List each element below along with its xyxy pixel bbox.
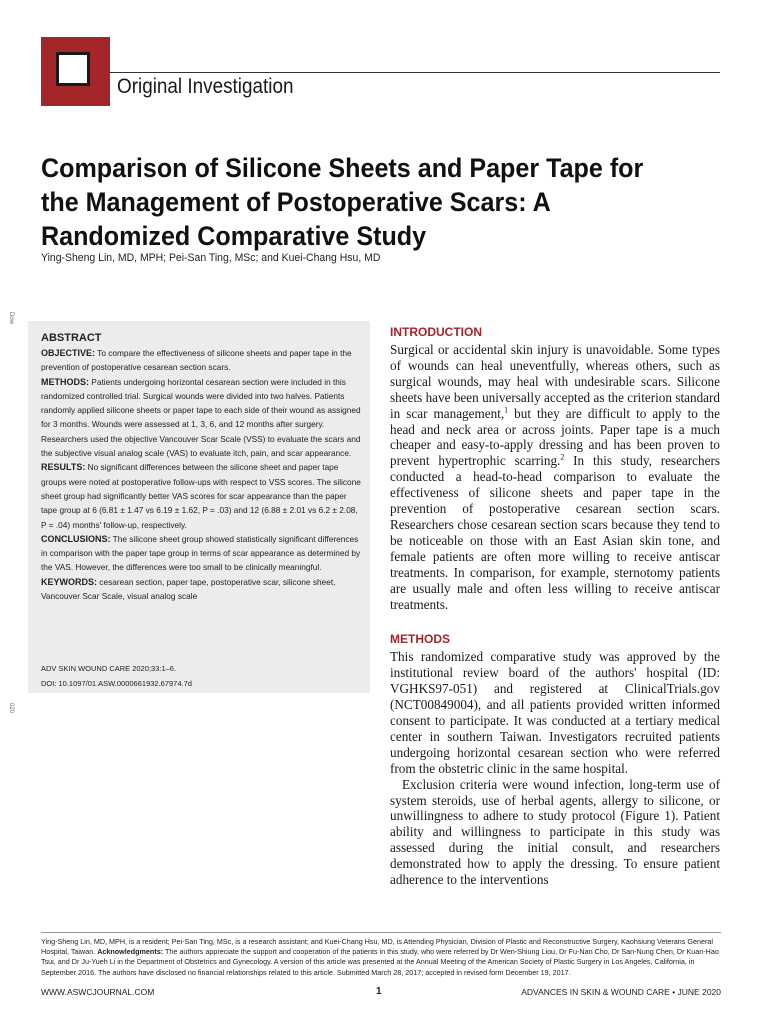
footnote-acknowledgments: The authors appreciate the support and cooperation of the patients in this study, who were referred by Dr Wen-Shiung Liou, Dr Fu-Nan Cho, Dr San-Nung Chen, Dr Kuan-Hao Tsui, and Dr Ju-Yueh Li in the Department of Obstetrics and Gynecology. A version of this article was presented at the Annual Meeting of the American Society of Plastic Surgery in Los Angeles, California, in September 2016. The authors have disclosed no financial relationships related to this article. Submitted March 28, 2017; accepted in revised form December 19, 2017. [41, 947, 719, 977]
body-column [390, 325, 720, 888]
introduction-paragraph [390, 342, 720, 612]
acknowledgments-label: Acknowledgments: [97, 947, 164, 957]
conclusions-label: CONCLUSIONS: [41, 533, 111, 544]
intro-text-a: Surgical or accidental skin injury is unavoidable. Some types of wounds can heal uneventfully, whereas others, such as surgical wounds, may heal with undesirable scars. Silicone sheets have been universally accepted as the criterion standard in scar management, [390, 342, 720, 421]
reference-1[interactable]: 1 [504, 405, 509, 415]
methods-text: Patients undergoing horizontal cesarean section were included in this randomized controlled trial. Surgical wounds were divided into two halves. Patients randomly applied silicone sheets or paper tape to each side of their wound as assigned for 3 months. Wounds were assessed at 1, 3, 6, and 12 months after surgery. Researchers used the objective Vancouver Scar Scale (VSS) to evaluate the scars and the subjective visual analog scale (VAS) to evaluate itch, pain, and scar appearance. [41, 376, 361, 459]
doi-link[interactable]: DOI: 10.1097/01.ASW.0000661932.67974.7d [41, 679, 192, 688]
introduction-heading: INTRODUCTION [390, 325, 482, 339]
abstract-heading: ABSTRACT [41, 332, 102, 344]
methods-paragraph-2: Exclusion criteria were wound infection, long-term use of system steroids, use of herbal agents, allergy to silicone, or unwillingness to adhere to study protocol (Figure 1). Patient ability and willingness to participate in this study was assessed during the initial consult, and researchers demonstrated how to apply the dressing. To ensure patient adherence to the interventions [390, 776, 720, 888]
methods-paragraph-1: This randomized comparative study was approved by the institutional review board of the authors' hospital (ID: VGHKS97-051) and registered at ClinicalTrials.gov (NCT00849004), and all patients provided written informed consent to participate. It was conducted at a tertiary medical center in southern Taiwan. Investigators recruited patients undergoing horizontal cesarean section who were referred from the obstetric clinic in the same hospital. [390, 649, 720, 776]
abstract-methods [41, 375, 361, 461]
logo-square [56, 52, 90, 86]
abstract-results [41, 460, 361, 531]
journal-citation: ADV SKIN WOUND CARE 2020;33:1–6. [41, 664, 177, 673]
footnote-affiliations: Ying-Sheng Lin, MD, MPH, is a resident; Pei-San Ting, MSc, is a research assistant; and Kuei-Chang Hsu, MD, is Attending Physician, Division of Plastic and Reconstructive Surgery, Kaohsiung Veterans General Hospital, Taiwan. [41, 937, 713, 957]
keywords-label: KEYWORDS: [41, 576, 97, 587]
reference-2[interactable]: 2 [560, 452, 565, 462]
results-label: RESULTS: [41, 462, 86, 473]
abstract-conclusions [41, 532, 361, 575]
results-text: No significant differences between the silicone sheet and paper tape groups were noted at postoperative follow-ups with respect to VSS scores. The silicone sheet group had significantly better VAS scores for scar appearance than the paper tape group at 6 (6.81 ± 1.47 vs 6.19 ± 1.62, P = .03) and 12 (6.88 ± 2.01 vs 6.2 ± 2.08, P = .04) months' follow-up, respectively. [41, 462, 361, 530]
article-title: Comparison of Silicone Sheets and Paper Tape for the Management of Postoperative Scars: A Randomized Comparative Study [41, 153, 644, 252]
keywords-text: cesarean section, paper tape, postoperative scar, silicone sheet, Vancouver Scar Scale, visual analog scale [41, 576, 336, 602]
methods-label: METHODS: [41, 376, 89, 387]
abstract [41, 331, 361, 603]
section-label: Original Investigation [117, 75, 294, 98]
footnote-rule [41, 932, 721, 933]
page-number: 1 [376, 986, 382, 997]
intro-text-b: but they are difficult to apply to the head and neck area or across joints. Paper tape is a much cheaper and easy-to-apply dressing and has been proven to prevent hypertrophic scarring. [390, 405, 720, 469]
header-rule [110, 72, 720, 73]
abstract-keywords [41, 575, 361, 604]
methods-heading: METHODS [390, 632, 450, 647]
objective-label: OBJECTIVE: [41, 348, 96, 358]
margin-note-bottom: 020 [8, 703, 14, 714]
citation-block [41, 661, 192, 691]
journal-logo-icon [41, 37, 110, 106]
author-list: Ying-Sheng Lin, MD, MPH; Pei-San Ting, MSc; and Kuei-Chang Hsu, MD [41, 252, 381, 264]
author-footnote [41, 937, 721, 978]
conclusions-text: The silicone sheet group showed statistically significant differences in comparison with the paper tape group in terms of scar appearance as determined by the VAS. However, the differences were too small to be clinically meaningful. [41, 533, 361, 573]
objective-text: To compare the effectiveness of silicone sheets and paper tape in the prevention of postoperative cesarean section scars. [41, 348, 352, 373]
journal-issue: ADVANCES IN SKIN & WOUND CARE • JUNE 2020 [521, 987, 721, 997]
intro-text-c: In this study, researchers conducted a head-to-head comparison to evaluate the effectiveness of silicone sheets and paper tape in the prevention of postoperative cesarean section scars. Researchers chose cesarean section scars because they tend to be noticeable on those with an East Asian skin tone, and female patients are often more willing to receive antiscar treatments. In comparison, for example, sternotomy patients are usually male and often less willing to receive antiscar treatments. [390, 453, 720, 612]
abstract-objective [41, 346, 361, 375]
journal-url-link[interactable]: WWW.ASWCJOURNAL.COM [41, 987, 155, 997]
margin-note-top: Dow [8, 312, 14, 325]
